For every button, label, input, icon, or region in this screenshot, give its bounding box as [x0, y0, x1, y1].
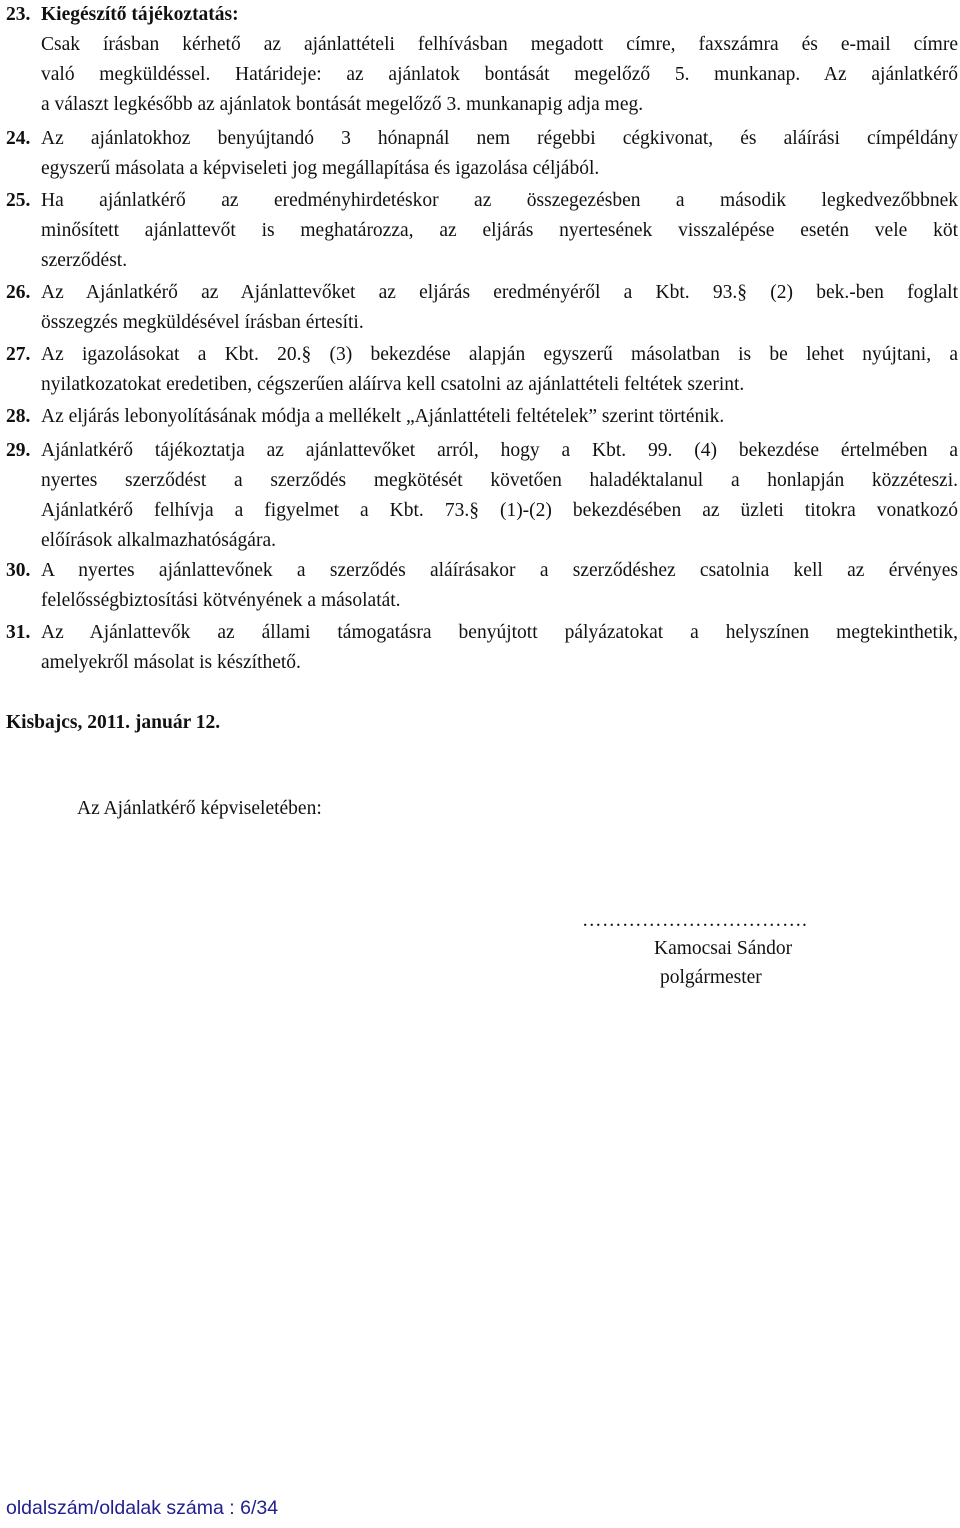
- section-number: 27.: [6, 344, 31, 365]
- section-line: Csak írásban kérhető az ajánlattételi felhívásban megadott címre, faxszámra és e-mail címre: [41, 34, 958, 55]
- section-line: Az igazolásokat a Kbt. 20.§ (3) bekezdése alapján egyszerű másolatban is be lehet nyújtani, a: [41, 344, 958, 365]
- section-line: a választ legkésőbb az ajánlatok bontását megelőző 3. munkanapig adja meg.: [41, 94, 644, 115]
- section-line: nyertes szerződést a szerződés megkötését követően haladéktalanul a honlapján közzéteszi.: [41, 470, 958, 491]
- section-body: [41, 278, 958, 338]
- section-line: Ha ajánlatkérő az eredményhirdetéskor az összegezésben a második legkedvezőbbnek: [41, 190, 958, 211]
- place-date: Kisbajcs, 2011. január 12.: [6, 712, 221, 733]
- section-number: 25.: [6, 190, 31, 211]
- section-line: Ajánlatkérő tájékoztatja az ajánlattevőket arról, hogy a Kbt. 99. (4) bekezdése értelmében a: [41, 440, 958, 461]
- section-number: 26.: [6, 282, 31, 303]
- section-line: Az eljárás lebonyolításának módja a mellékelt „Ajánlattételi feltételek” szerint történik.: [41, 406, 725, 427]
- section-line: amelyekről másolat is készíthető.: [41, 652, 301, 673]
- section-line: előírások alkalmazhatóságára.: [41, 530, 276, 551]
- section-line: minősített ajánlattevőt is meghatározza, az eljárás nyertesének visszalépése esetén vele köt: [41, 220, 958, 241]
- section-number: 29.: [6, 440, 31, 461]
- section-body: [41, 556, 958, 616]
- section-line: összegzés megküldésével írásban értesíti.: [41, 312, 364, 333]
- section-line: szerződést.: [41, 250, 128, 271]
- section-line: felelősségbiztosítási kötvényének a másolatát.: [41, 590, 401, 611]
- section-number: 31.: [6, 622, 31, 643]
- section-line: A nyertes ajánlattevőnek a szerződés aláírásakor a szerződéshez csatolnia kell az érvényes: [41, 560, 958, 581]
- section-title: Kiegészítő tájékoztatás:: [41, 4, 239, 25]
- section-line: egyszerű másolata a képviseleti jog megállapítása és igazolása céljából.: [41, 158, 600, 179]
- section-line: Az Ajánlattevők az állami támogatásra benyújtott pályázatokat a helyszínen megtekinthetik,: [41, 622, 958, 643]
- signature-line: …………………………….: [582, 910, 808, 931]
- section-number: 28.: [6, 406, 31, 427]
- section-line: Ajánlatkérő felhívja a figyelmet a Kbt. 73.§ (1)-(2) bekezdésében az üzleti titokra vonatkozó: [41, 500, 958, 521]
- section-body: [41, 0, 958, 120]
- section-line: Az Ajánlatkérő az Ajánlattevőket az eljárás eredményéről a Kbt. 93.§ (2) bek.-ben foglalt: [41, 282, 958, 303]
- section-body: [41, 124, 958, 184]
- section-body: [41, 186, 958, 276]
- section-line: Az ajánlatokhoz benyújtandó 3 hónapnál nem régebbi cégkivonat, és aláírási címpéldány: [41, 128, 958, 149]
- signer-name: Kamocsai Sándor: [654, 938, 793, 959]
- section-body: [41, 436, 958, 556]
- signer-role: polgármester: [660, 967, 762, 988]
- section-body: [41, 340, 958, 400]
- section-number: 30.: [6, 560, 31, 581]
- section-body: [41, 618, 958, 678]
- representative-label: Az Ajánlatkérő képviseletében:: [77, 798, 322, 819]
- section-body: [41, 402, 958, 432]
- section-line: való megküldéssel. Határideje: az ajánlatok bontását megelőző 5. munkanap. Az ajánlatkérő: [41, 64, 958, 85]
- section-number: 23.: [6, 4, 31, 25]
- section-line: nyilatkozatokat eredetiben, cégszerűen aláírva kell csatolni az ajánlattételi feltétek szerint.: [41, 374, 745, 395]
- section-number: 24.: [6, 128, 31, 149]
- page-footer: oldalszám/oldalak száma : 6/34: [6, 1497, 279, 1519]
